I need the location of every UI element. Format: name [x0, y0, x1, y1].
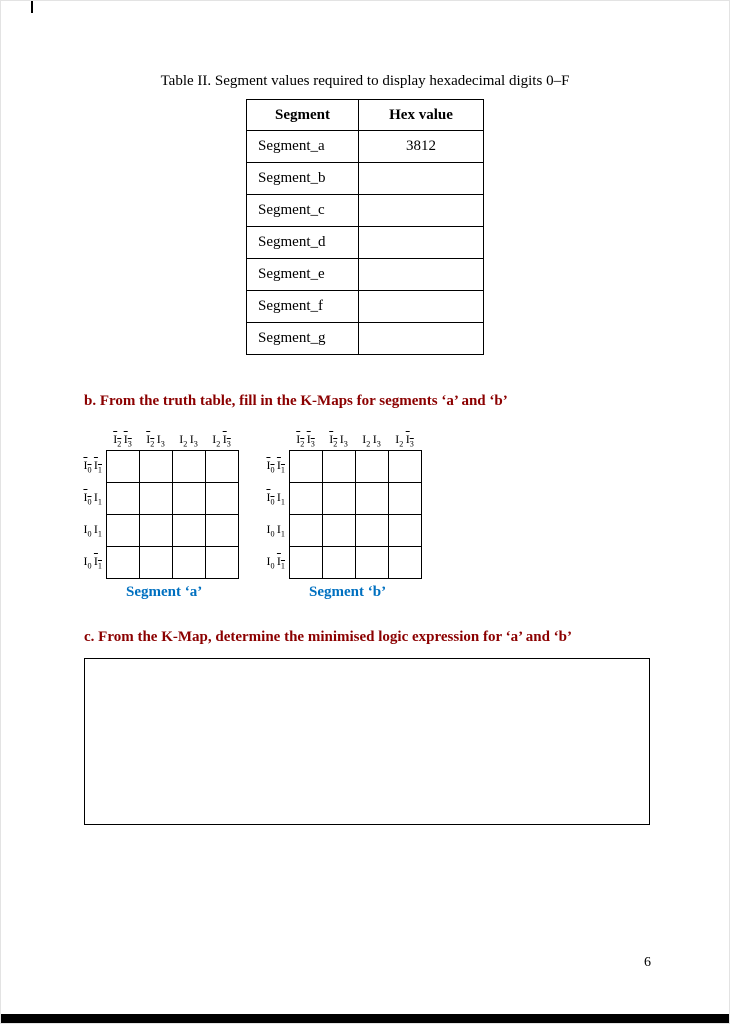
kmap-cell	[323, 483, 356, 515]
kmap-row-label	[267, 514, 289, 546]
kmap-label-token: $I_3$	[123, 432, 132, 449]
segment-table-row	[247, 259, 484, 291]
kmap-label-token: $I_2$	[395, 432, 404, 449]
section-b-heading: b. From the truth table, fill in the K-Maps for segments ‘a’ and ‘b’	[84, 393, 508, 409]
kmap-cell	[206, 451, 239, 483]
segment-name-cell: Segment_a	[247, 131, 359, 163]
section-c-heading: c. From the K-Map, determine the minimised logic expression for ‘a’ and ‘b’	[84, 629, 572, 646]
segment-table-header-row	[247, 100, 484, 131]
kmap-label-token: $I_3$	[222, 432, 231, 449]
kmap-row-labels	[84, 450, 106, 579]
kmap-label-token: $I_2$	[296, 432, 305, 449]
kmap-grid-row	[107, 515, 239, 547]
kmap-column-label	[322, 432, 355, 450]
col-header-hex-value: Hex value	[359, 100, 484, 131]
kmap-label-token: $I_1$	[276, 490, 285, 507]
kmap-column-label	[355, 432, 388, 450]
kmap-segment-b	[267, 432, 422, 601]
kmap-label-token: $I_1$	[93, 554, 102, 571]
kmap-label-token: $I_3$	[372, 432, 381, 449]
kmap-area	[84, 432, 729, 601]
kmap-column-label	[388, 432, 421, 450]
kmap-grid-row	[290, 451, 422, 483]
kmap-cell	[107, 483, 140, 515]
kmap-cell	[389, 451, 422, 483]
segment-name-cell: Segment_b	[247, 163, 359, 195]
kmap-label-token: $I_2$	[113, 432, 122, 449]
kmap-row-label	[267, 450, 289, 482]
kmap-row-labels	[267, 450, 289, 579]
segment-name-cell: Segment_c	[247, 195, 359, 227]
kmap-cell	[107, 515, 140, 547]
segment-table-row	[247, 195, 484, 227]
kmap-grid-row	[107, 451, 239, 483]
segment-table-row	[247, 163, 484, 195]
kmap-label-token: $I_1$	[93, 458, 102, 475]
hex-value-cell	[359, 259, 484, 291]
kmap-cell	[323, 451, 356, 483]
kmap-cell	[290, 515, 323, 547]
kmap-label-token: $I_3$	[156, 432, 165, 449]
kmap-grid-row	[290, 547, 422, 579]
segment-name-cell: Segment_d	[247, 227, 359, 259]
kmap-corner-spacer	[84, 432, 106, 450]
table-caption: Table II. Segment values required to display hexadecimal digits 0–F	[160, 73, 570, 89]
answer-box	[84, 658, 650, 825]
hex-value-cell	[359, 291, 484, 323]
kmap-label-token: $I_2$	[362, 432, 371, 449]
kmap-grid	[289, 450, 422, 579]
hex-value-cell	[359, 195, 484, 227]
kmap-cell	[140, 547, 173, 579]
kmap-grid	[106, 450, 239, 579]
page-bottom-edge	[1, 1014, 729, 1023]
kmap-label-token: $I_0$	[266, 458, 275, 475]
kmap-cell	[206, 547, 239, 579]
kmap-label-token: $I_1$	[93, 490, 102, 507]
kmap-cell	[173, 547, 206, 579]
kmap-cell	[290, 547, 323, 579]
segment-table-row	[247, 131, 484, 163]
kmap-column-label	[289, 432, 322, 450]
kmap-column-label	[139, 432, 172, 450]
kmap-cell	[356, 547, 389, 579]
kmap-row-label	[267, 482, 289, 514]
kmap-cell	[356, 515, 389, 547]
kmap-cell	[290, 483, 323, 515]
kmap-label-token: $I_1$	[276, 522, 285, 539]
hex-value-cell	[359, 163, 484, 195]
kmap-cell	[323, 515, 356, 547]
kmap-cell	[140, 515, 173, 547]
kmap-label-token: $I_0$	[83, 554, 92, 571]
kmap-label-token: $I_1$	[276, 554, 285, 571]
kmap-column-labels	[289, 432, 421, 450]
kmap-grid-row	[107, 483, 239, 515]
kmap-label-token: $I_0$	[266, 522, 275, 539]
kmap-cell	[173, 451, 206, 483]
kmap-row-label	[84, 482, 106, 514]
kmap-label-token: $I_0$	[83, 458, 92, 475]
segment-table-row	[247, 323, 484, 355]
segment-table-row	[247, 227, 484, 259]
kmap-label-token: $I_1$	[93, 522, 102, 539]
kmap-cell	[173, 515, 206, 547]
kmap-cell	[323, 547, 356, 579]
segment-name-cell: Segment_e	[247, 259, 359, 291]
segment-table	[246, 99, 484, 355]
segment-name-cell: Segment_f	[247, 291, 359, 323]
kmap-grid-row	[290, 483, 422, 515]
hex-value-cell: 3812	[359, 131, 484, 163]
kmap-caption-segment-a: Segment ‘a’	[126, 584, 203, 601]
kmap-cell	[389, 483, 422, 515]
kmap-cell	[389, 515, 422, 547]
kmap-grid-row	[290, 515, 422, 547]
kmap-segment-a	[84, 432, 239, 601]
kmap-grid-row	[107, 547, 239, 579]
kmap-cell	[173, 483, 206, 515]
kmap-label-token: $I_0$	[83, 522, 92, 539]
kmap-label-token: $I_1$	[276, 458, 285, 475]
kmap-caption-segment-b: Segment ‘b’	[309, 584, 387, 601]
kmap-label-token: $I_2$	[179, 432, 188, 449]
hex-value-cell	[359, 323, 484, 355]
kmap-cell	[206, 515, 239, 547]
segment-name-cell: Segment_g	[247, 323, 359, 355]
kmap-row-label	[84, 546, 106, 578]
col-header-segment: Segment	[247, 100, 359, 131]
kmap-column-label	[172, 432, 205, 450]
kmap-cell	[290, 451, 323, 483]
kmap-row-label	[267, 546, 289, 578]
kmap-label-token: $I_2$	[329, 432, 338, 449]
page-number: 6	[644, 955, 651, 970]
kmap-label-token: $I_0$	[83, 490, 92, 507]
kmap-corner-spacer	[267, 432, 289, 450]
kmap-cell	[107, 451, 140, 483]
kmap-cell	[140, 451, 173, 483]
kmap-label-token: $I_0$	[266, 490, 275, 507]
kmap-row-label	[84, 514, 106, 546]
kmap-label-token: $I_3$	[189, 432, 198, 449]
kmap-label-token: $I_3$	[405, 432, 414, 449]
kmap-row-label	[84, 450, 106, 482]
kmap-label-token: $I_2$	[146, 432, 155, 449]
kmap-label-token: $I_2$	[212, 432, 221, 449]
kmap-cell	[206, 483, 239, 515]
kmap-column-label	[205, 432, 238, 450]
hex-value-cell	[359, 227, 484, 259]
kmap-cell	[389, 547, 422, 579]
kmap-cell	[140, 483, 173, 515]
kmap-cell	[107, 547, 140, 579]
page-edge-mark	[31, 1, 33, 13]
kmap-label-token: $I_3$	[306, 432, 315, 449]
kmap-column-labels	[106, 432, 238, 450]
kmap-label-token: $I_3$	[339, 432, 348, 449]
kmap-label-token: $I_0$	[266, 554, 275, 571]
kmap-cell	[356, 451, 389, 483]
kmap-column-label	[106, 432, 139, 450]
kmap-cell	[356, 483, 389, 515]
segment-table-row	[247, 291, 484, 323]
